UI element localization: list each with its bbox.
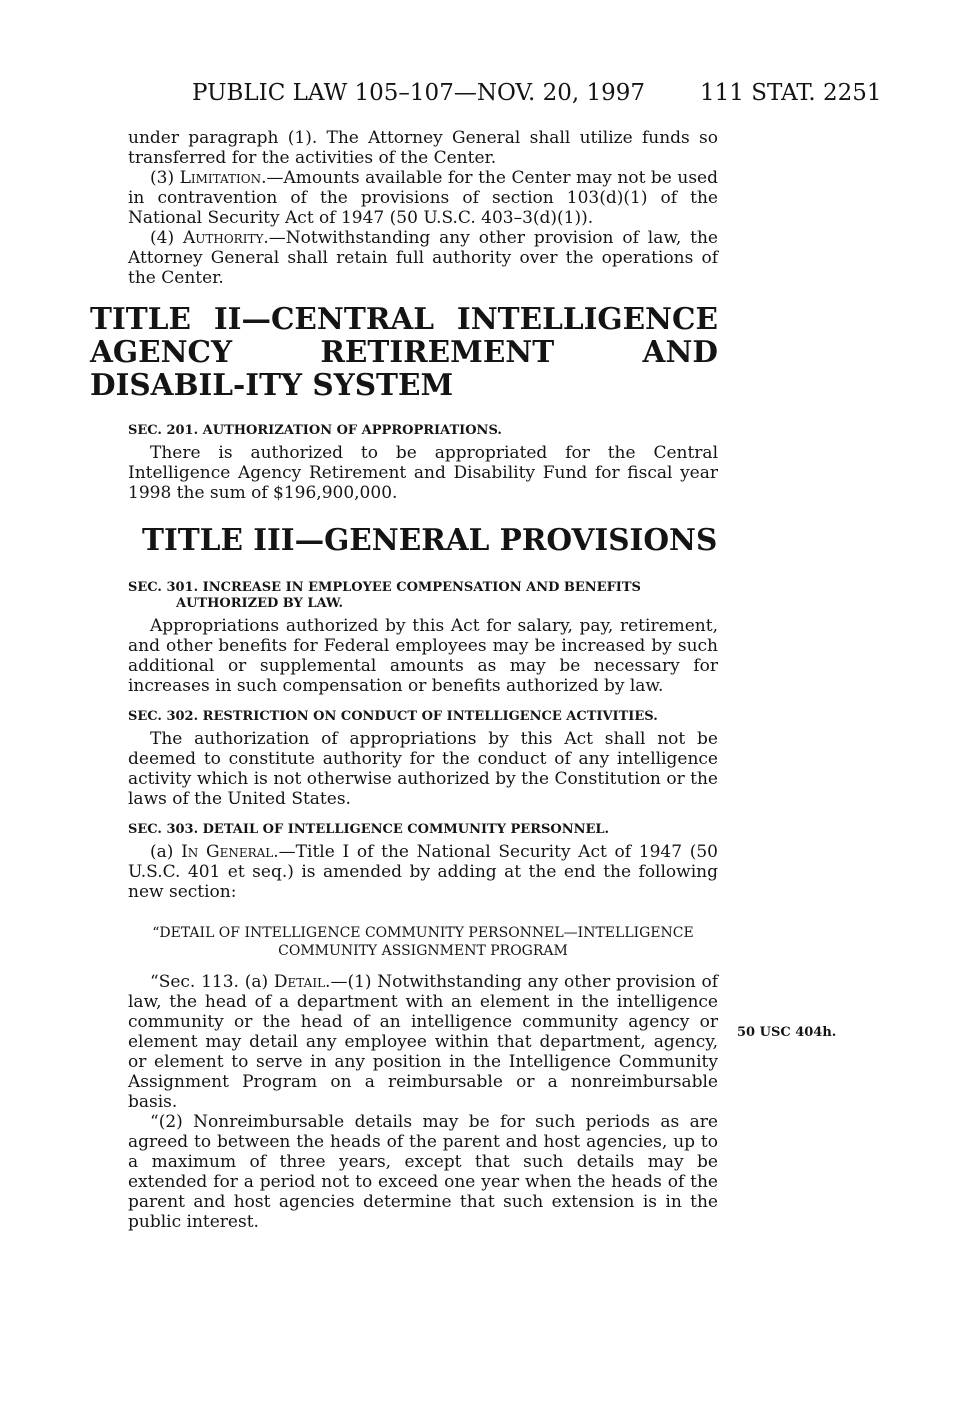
limitation-text: .—Amounts available for the Center may not be used in contravention of the provisions of section 103(d)(1) of the National Security Act of 1947 (50 U.S.C. 403–3(d)(1)). [128,168,718,228]
authority-label: Authority [182,228,264,248]
para-number: (4) [150,228,183,248]
public-law-citation: PUBLIC LAW 105–107—NOV. 20, 1997 [192,80,646,106]
detail-label: Detail [273,972,326,992]
section-302-text: The authorization of appropriations by this Act shall not be deemed to constitute authority for the conduct of any intelligence activity which is not otherwise authorized by the Constitution or the laws of the United States. [128,729,718,809]
section-301-heading [128,580,718,612]
limitation-label: Limitation [179,168,262,188]
section-302-heading: SEC. 302. RESTRICTION ON CONDUCT OF INTELLIGENCE ACTIVITIES. [128,709,658,724]
quoted-section-heading [128,924,718,960]
section-301-heading-line1: SEC. 301. INCREASE IN EMPLOYEE COMPENSATION AND BENEFITS [128,580,641,595]
title-ii-heading: TITLE II—CENTRAL INTELLIGENCE AGENCY RETIREMENT AND DISABIL-ITY SYSTEM [90,301,718,402]
section-301-text: Appropriations authorized by this Act for salary, pay, retirement, and other benefits for Federal employees may be increased by such additional or supplemental amounts as may be necessary for increases in such compensation or benefits authorized by law. [128,616,718,696]
in-general-text: .—Title I of the National Security Act of 1947 (50 U.S.C. 401 et seq.) is amended by adding at the end the following new section: [128,842,718,902]
para-number: (3) [150,168,180,188]
page-header [0,80,960,114]
intro-paragraph-limitation [128,168,718,228]
authority-text: .—Notwithstanding any other provision of law, the Attorney General shall retain full authority over the operations of the Center. [128,228,718,288]
section-303-text [128,842,718,902]
intro-paragraph-authority [128,228,718,288]
statute-page-number: 111 STAT. 2251 [700,80,882,106]
section-201-text: There is authorized to be appropriated for the Central Intelligence Agency Retirement and Disability Fund for fiscal year 1998 the sum of $196,900,000. [128,443,718,503]
intro-paragraph-1: under paragraph (1). The Attorney General shall utilize funds so transferred for the activities of the Center. [128,128,718,168]
para-number: (a) [150,842,182,862]
section-201-heading: SEC. 201. AUTHORIZATION OF APPROPRIATIONS. [128,423,502,438]
detail-text: .—(1) Notwithstanding any other provision of law, the head of a department with an element in the intelligence community or the head of an intelligence community agency or element may detail any employee within that department, agency, or element to serve in any position in the Intelligence Community Assignment Program on a reimbursable or a nonreimbursable basis. [128,972,718,1112]
document-body [90,128,718,1232]
section-303-heading: SEC. 303. DETAIL OF INTELLIGENCE COMMUNITY PERSONNEL. [128,822,610,837]
section-113-paragraph-2: “(2) Nonreimbursable details may be for such periods as are agreed to between the heads of the parent and host agencies, up to a maximum of three years, except that such details may be extended for a period not to exceed one year when the heads of the parent and host agencies determine that such extension is in the public interest. [128,1112,718,1232]
section-301-heading-line2: AUTHORIZED BY LAW. [176,596,344,611]
quoted-heading-line2: COMMUNITY ASSIGNMENT PROGRAM [278,943,568,959]
title-iii-heading: TITLE III—GENERAL PROVISIONS [142,522,718,557]
section-113-paragraph-1 [128,972,718,1112]
in-general-label: In General [181,842,274,862]
usc-margin-note: 50 USC 404h. [737,1025,837,1040]
quoted-heading-line1: “DETAIL OF INTELLIGENCE COMMUNITY PERSONNEL—INTELLIGENCE [152,925,694,941]
section-113-start: “Sec. 113. (a) [150,972,274,992]
